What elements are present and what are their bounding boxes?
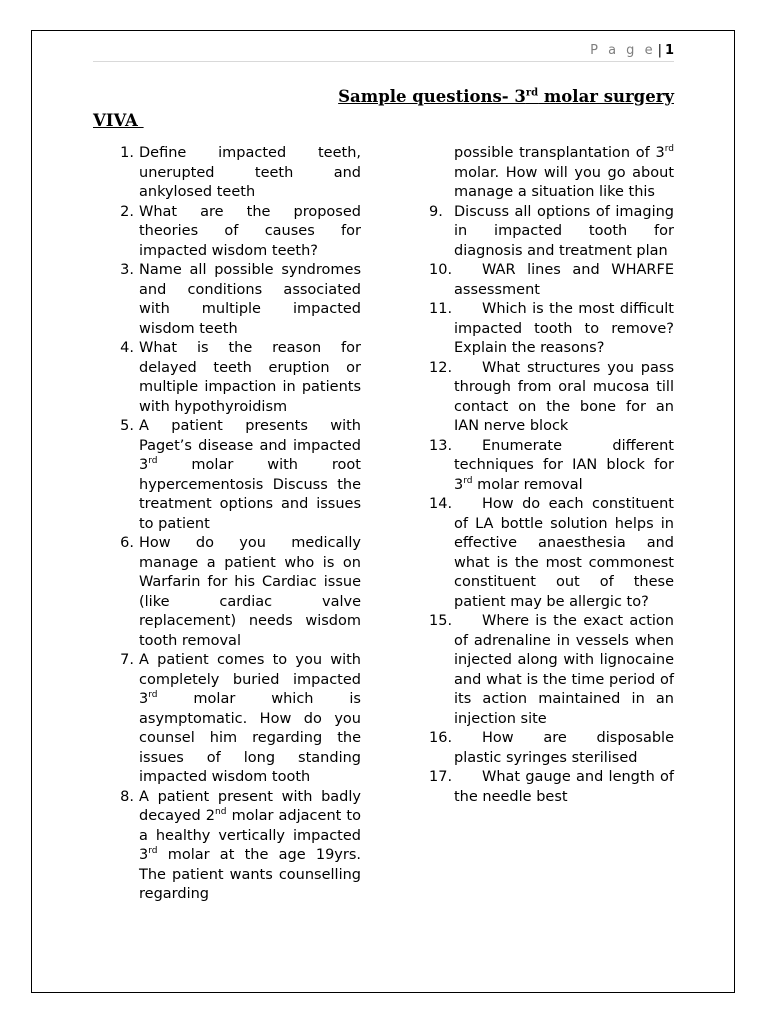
question-text — [454, 768, 674, 807]
question-text-segment: How do you medically manage a patient who is on Warfarin for his Cardiac issue (like cardiac valve replacement) needs wisdom tooth removal — [139, 535, 361, 649]
question-text — [454, 729, 674, 768]
question-number: 16. — [429, 730, 453, 746]
question-text — [454, 612, 674, 729]
question-text — [139, 203, 361, 262]
question-item — [110, 651, 361, 788]
question-number: 12. — [429, 359, 453, 376]
question-text — [454, 437, 674, 496]
question-text — [139, 261, 361, 339]
question-item — [425, 437, 674, 496]
question-text-segment: molar with root hypercementosis Discuss the treatment options and issues to patient — [139, 457, 361, 532]
question-text-segment: What gauge and length of the needle best — [454, 769, 674, 805]
question-number: 9. — [429, 203, 443, 220]
question-number: 1. — [120, 145, 134, 161]
question-text-segment: WAR lines and WHARFE assessment — [454, 262, 674, 298]
question-item — [425, 144, 674, 203]
question-text — [139, 534, 361, 651]
question-text-segment: possible transplantation of 3 — [454, 145, 665, 161]
question-text — [139, 788, 361, 905]
question-text-segment: Name all possible syndromes and conditions associated with multiple impacted wisdom teeth — [139, 262, 361, 337]
question-text — [454, 300, 674, 359]
question-number: 10. — [429, 262, 453, 278]
question-item — [425, 495, 674, 612]
question-text — [454, 144, 674, 203]
question-text — [454, 495, 674, 612]
page-header — [93, 42, 674, 60]
question-text-segment: What structures you pass through from oral mucosa till contact on the bone for an IAN nerve block — [454, 359, 674, 434]
document-title — [93, 86, 674, 108]
question-item — [425, 359, 674, 437]
question-item — [110, 339, 361, 417]
question-text-segment: Which is the most difficult impacted tooth to remove? Explain the reasons? — [454, 301, 674, 356]
question-number: 14. — [429, 496, 453, 512]
question-number: 11. — [429, 301, 453, 317]
title-superscript: rd — [525, 87, 539, 99]
question-text-segment: molar which is asymptomatic. How do you counsel him regarding the issues of long standing impacted wisdom tooth — [139, 691, 361, 785]
question-text-segment: A patient comes to you with completely buried impacted 3 — [139, 652, 361, 707]
ordinal-superscript: rd — [664, 144, 674, 155]
question-item — [425, 768, 674, 807]
question-text-segment: molar. How will you go about manage a situation like this — [454, 164, 674, 200]
question-text-segment: Where is the exact action of adrenaline in vessels when injected along with lignocaine and what is the time period of its action maintained in an injection site — [454, 613, 674, 727]
section-label: VIVA — [93, 111, 144, 130]
title-text-end: molar surgery — [538, 87, 674, 106]
question-item — [110, 417, 361, 534]
question-number: 4. — [120, 340, 134, 356]
question-item — [110, 261, 361, 339]
question-text-segment: Define impacted teeth, unerupted teeth and ankylosed teeth — [139, 145, 361, 200]
question-text — [139, 144, 361, 203]
question-item — [110, 203, 361, 262]
page-separator: | — [657, 43, 662, 58]
question-number: 6. — [120, 535, 134, 551]
question-text — [139, 417, 361, 534]
question-text-segment: What are the proposed theories of causes for impacted wisdom teeth? — [139, 203, 361, 259]
question-number: 13. — [429, 437, 453, 454]
question-number: 15. — [429, 613, 453, 629]
ordinal-superscript: rd — [463, 475, 473, 486]
question-text-segment: How do each constituent of LA bottle solution helps in effective anaesthesia and what is the most commonest constituent out of these patient may be allergic to? — [454, 496, 674, 610]
question-number: 17. — [429, 769, 453, 785]
question-item — [425, 729, 674, 768]
question-number: 7. — [120, 652, 134, 668]
question-text-segment: molar removal — [472, 476, 583, 493]
question-number: 2. — [120, 203, 134, 220]
ordinal-superscript: nd — [215, 807, 227, 818]
question-text-segment: A patient present with badly decayed 2 — [139, 788, 361, 824]
header-rule — [93, 61, 674, 62]
ordinal-superscript: rd — [148, 690, 158, 701]
question-item — [425, 300, 674, 359]
question-text — [139, 651, 361, 788]
page-number: 1 — [664, 43, 674, 58]
question-item — [425, 612, 674, 729]
question-text — [139, 339, 361, 417]
question-number: 8. — [120, 788, 134, 805]
question-item — [110, 144, 361, 203]
question-text — [454, 203, 674, 262]
question-text-segment: molar adjacent to a healthy vertically impacted 3 — [139, 808, 361, 863]
question-text-segment: molar at the age 19yrs. The patient wants counselling regarding — [139, 847, 361, 902]
ordinal-superscript: rd — [148, 456, 158, 467]
question-item — [110, 788, 361, 905]
question-list-left — [110, 144, 361, 905]
question-item — [425, 261, 674, 300]
question-item — [425, 203, 674, 262]
question-item — [110, 534, 361, 651]
question-text — [454, 261, 674, 300]
question-text-segment: How are disposable plastic syringes sterilised — [454, 730, 674, 766]
question-text-segment: Discuss all options of imaging in impacted tooth for diagnosis and treatment plan — [454, 203, 674, 259]
question-number: 3. — [120, 262, 134, 278]
title-text-start: Sample questions- 3 — [338, 87, 526, 106]
question-text-segment: A patient presents with Paget’s disease and impacted 3 — [139, 418, 361, 473]
question-text — [454, 359, 674, 437]
question-number: 5. — [120, 418, 134, 434]
ordinal-superscript: rd — [148, 846, 158, 857]
question-text-segment: Enumerate different techniques for IAN block for 3 — [454, 437, 674, 493]
question-text-segment: What is the reason for delayed teeth eruption or multiple impaction in patients with hypothyroidism — [139, 340, 361, 415]
question-list-right — [425, 144, 674, 807]
page-word: P a g e — [590, 43, 656, 58]
